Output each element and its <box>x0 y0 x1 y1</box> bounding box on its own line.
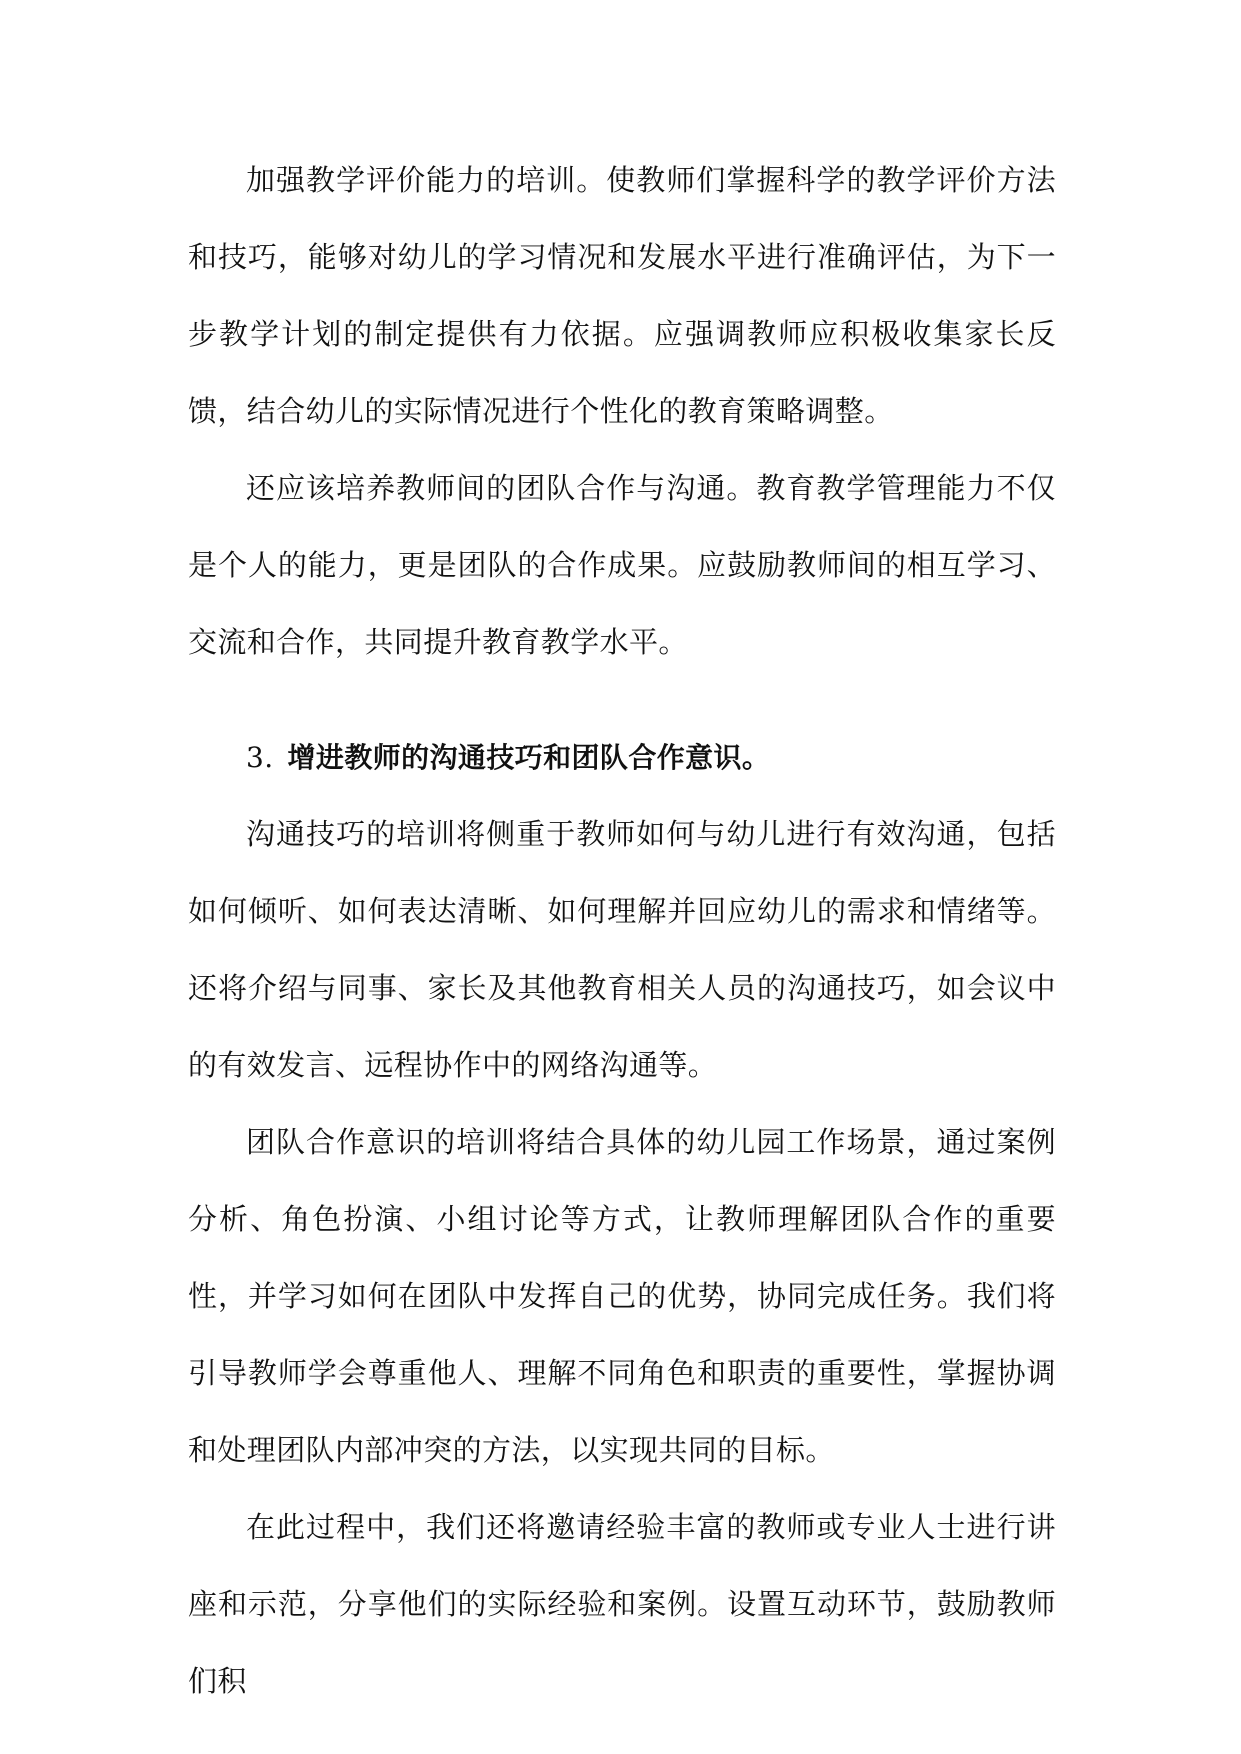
paragraph-teamwork-awareness: 团队合作意识的培训将结合具体的幼儿园工作场景，通过案例分析、角色扮演、小组讨论等方式，让教师理解团队合作的重要性，并学习如何在团队中发挥自己的优势，协同完成任务。我们将引导教师学会尊重他人、理解不同角色和职责的重要性，掌握协调和处理团队内部冲突的方法，以实现共同的目标。 <box>188 1125 1056 1467</box>
paragraph-team-cooperation: 还应该培养教师间的团队合作与沟通。教育教学管理能力不仅是个人的能力，更是团队的合作成果。应鼓励教师间的相互学习、交流和合作，共同提升教育教学水平。 <box>188 471 1056 659</box>
paragraph-evaluation-training: 加强教学评价能力的培训。使教师们掌握科学的教学评价方法和技巧，能够对幼儿的学习情况和发展水平进行准确评估，为下一步教学计划的制定提供有力依据。应强调教师应积极收集家长反馈，结合幼儿的实际情况进行个性化的教育策略调整。 <box>188 163 1056 428</box>
paragraph-expert-lectures: 在此过程中，我们还将邀请经验丰富的教师或专业人士进行讲座和示范，分享他们的实际经验和案例。设置互动环节，鼓励教师们积 <box>188 1510 1056 1698</box>
document-page <box>188 142 1056 1720</box>
section-number: 3. <box>246 741 274 774</box>
section-heading <box>188 719 1056 796</box>
section-title: 增进教师的沟通技巧和团队合作意识。 <box>287 741 771 774</box>
paragraph-communication-skills: 沟通技巧的培训将侧重于教师如何与幼儿进行有效沟通，包括如何倾听、如何表达清晰、如何理解并回应幼儿的需求和情绪等。还将介绍与同事、家长及其他教育相关人员的沟通技巧，如会议中的有效发言、远程协作中的网络沟通等。 <box>188 817 1056 1082</box>
